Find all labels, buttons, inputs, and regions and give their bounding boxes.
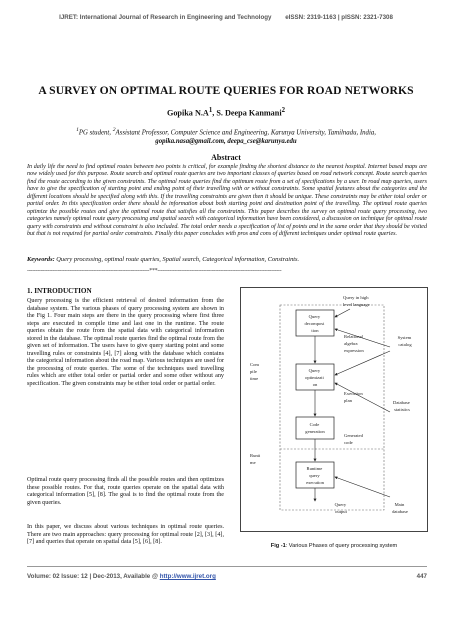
generated-code-label: Generated code bbox=[344, 433, 363, 445]
page-footer bbox=[27, 573, 427, 580]
runtime-label: Runti me bbox=[250, 453, 261, 465]
journal-name: IJRET: International Journal of Research in Engineering and Technology bbox=[59, 14, 272, 21]
affil-text-2: Assistant Professor, Computer Science and Engineering, Karunya University, Tamilnadu, India, bbox=[115, 129, 376, 137]
main-database-label: Main database bbox=[392, 502, 408, 514]
journal-issn: eISSN: 2319-1163 | pISSN: 2321-7308 bbox=[285, 14, 393, 21]
keywords bbox=[27, 256, 427, 263]
figure-caption-text: : Various Phases of query processing system bbox=[285, 543, 398, 549]
affil-text-1: PG student, bbox=[78, 129, 113, 137]
author-affiliation bbox=[20, 126, 432, 146]
footer-rule bbox=[27, 566, 427, 567]
query-optimization-label: Query optimizati on bbox=[305, 368, 324, 387]
paper-authors bbox=[20, 107, 432, 118]
journal-header bbox=[20, 14, 432, 21]
author-2: S. Deepa Kanmani bbox=[216, 108, 282, 118]
footer-volume: Volume: 02 Issue: 12 | Dec-2013, Available @ bbox=[27, 573, 160, 580]
query-output-label: Query output bbox=[334, 502, 347, 514]
query-high-level-label: Query in high level language bbox=[343, 295, 370, 307]
footer-link[interactable]: http://www.ijret.org bbox=[159, 573, 216, 580]
arrow-catalog-opt bbox=[335, 351, 390, 375]
section-separator: ------------------------------------------------------------------------***------------------------------------------------------------------------- bbox=[27, 268, 282, 274]
affiliation-line bbox=[20, 126, 432, 137]
author-emails: gopika.nasa@gmail.com, deepa_cse@karunya.edu bbox=[155, 138, 297, 146]
author-1: Gopika N.A bbox=[166, 108, 209, 118]
intro-heading: 1. INTRODUCTION bbox=[27, 287, 92, 295]
author-1-sup: 1 bbox=[208, 107, 213, 114]
abstract-text: In daily life the need to find optimal routes between two points is critical, for example finding the shortest distance to the nearest hospital. Internet based maps are now widely used for this purpose. Route search and optimal route queries are two important classes of queries based on road network concept. Route search queries find the route according to the given constraints. The optimal route queries find the optimum route from a set of specifications by a user. In road map queries, users have to give the specification of starting point and ending point of their travelling with or without constraints. Some spatial features about the categories and the different locations should be specified along with this. If the travelling constraints are given then it should be unique. These constraints may be either total order or partial order. In this specification order there should be information about both starting point and destination point of the travelling. The optimal route queries optimize the possible routes and give the optimal route that satisfies all the constraints. This paper describes the survey on optimal route query processing, two categories namely optimal route query processing and spatial search with categorical information have been considered, a discussion on technique for optimal route query with constraints and without constraint is also included. The total order needs a specification of list of points and in the same order that they should be visited but that is not required for partial order constraints. Finally this paper concludes with pros and cons of different techniques under optimal route queries. bbox=[27, 164, 427, 238]
code-generation-label: Code generation bbox=[305, 422, 325, 434]
figure-caption bbox=[240, 543, 428, 549]
execution-plan-label: Execution plan bbox=[344, 391, 363, 403]
runtime-execution-label: Runtime query execution bbox=[306, 466, 324, 485]
figure-caption-label: Fig -1 bbox=[270, 543, 286, 549]
relational-algebra-label: Relational algebra expression bbox=[344, 334, 364, 353]
affil-sup-2: 2 bbox=[112, 127, 116, 133]
keywords-text: Query processing, optimal route queries, Spatial search, Categorical information, Constraints. bbox=[54, 256, 300, 263]
author-2-sup: 2 bbox=[281, 107, 286, 114]
compile-time-label: Com pile time bbox=[250, 362, 259, 381]
keywords-label: Keywords: bbox=[27, 256, 55, 263]
query-processing-diagram bbox=[240, 287, 428, 532]
page-number: 447 bbox=[416, 573, 427, 580]
intro-paragraph-2: Optimal route query processing finds all the possible routes and then optimizes these possible routes. For that, route queries operate on the spatial data with categorical information [5], [8]. The goal is to find the optimal route from the given queries. bbox=[27, 477, 224, 506]
author-separator: , bbox=[212, 108, 217, 118]
affil-sup-1: 1 bbox=[76, 127, 79, 133]
arrow-query-in bbox=[335, 309, 350, 317]
abstract-heading: Abstract bbox=[211, 153, 241, 162]
intro-paragraph-1: Query processing is the efficient retrieval of desired information from the database system. The various phases of query processing system are shown in the Fig 1. Four main steps are there in the query processing where first three steps are executed in compile time and last one in the runtime. The route queries obtain the route from the spatial data with categorical information stored in the database. The optimal route queries find the optimal route from the given set of information. The users have to give query starting point and some travelling rules or constraints [4], [7] along with the database which contains the categorical information about the road map. Various techniques are used for the processing of route queries. The some of the techniques used travelling rules which are either total order or partial order and some other without any specification. The given constraints may be either total order or partial order. bbox=[27, 298, 224, 388]
system-catalog-label: System catalog bbox=[397, 335, 412, 347]
query-decomposition-label: Query decomposi tion bbox=[304, 314, 325, 333]
database-statistics-label: Database statistics bbox=[393, 400, 410, 412]
paper-title: A SURVEY ON OPTIMAL ROUTE QUERIES FOR ROAD NETWORKS bbox=[38, 84, 414, 97]
code-generation-box bbox=[296, 417, 334, 439]
intro-paragraph-3: In this paper, we discuss about various techniques in optimal route queries. There are two main approaches: query processing for optimal route [2], [3], [4], [7] and queries that operate on spatial data [5], [6], [8]. bbox=[27, 524, 224, 546]
arrow-db-runtime bbox=[335, 477, 390, 497]
